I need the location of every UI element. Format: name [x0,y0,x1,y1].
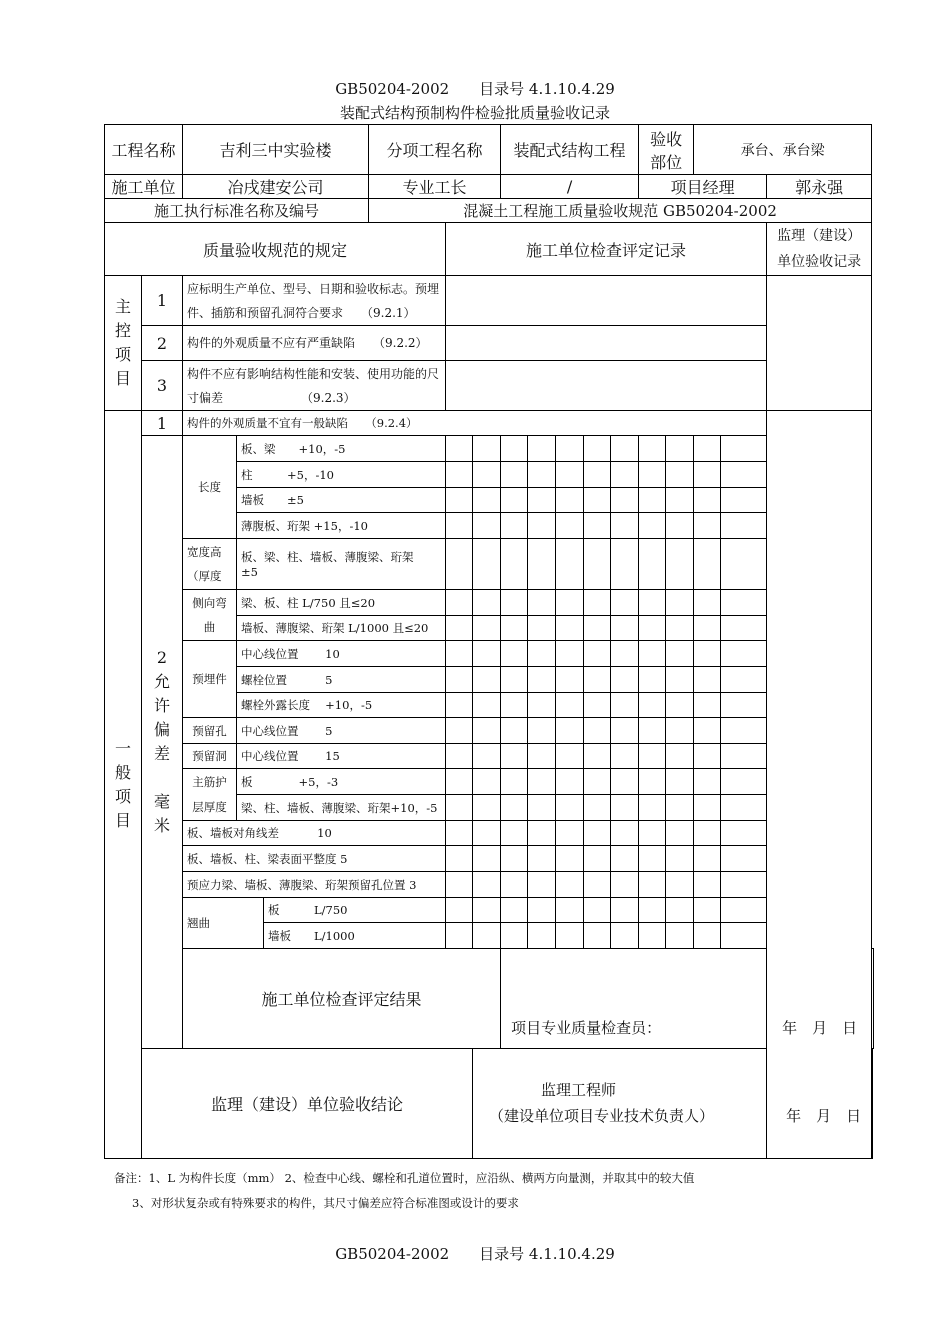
subproject-label: 分项工程名称 [369,125,501,175]
grid-cell[interactable] [694,641,721,667]
grid-cell[interactable] [556,744,584,769]
grid-cell[interactable] [584,769,611,795]
grid-cell[interactable] [721,590,767,616]
opening-label: 预留洞 [183,744,237,769]
grid-cell[interactable] [611,641,639,667]
grid-cell[interactable] [446,872,473,898]
grid-cell[interactable] [501,821,528,846]
grid-cell[interactable] [473,513,501,539]
grid-cell[interactable] [473,488,501,513]
result-label: 施工单位检查评定结果 [183,949,501,1049]
grid-cell[interactable] [611,693,639,718]
grid-cell[interactable] [446,462,473,488]
grid-cell[interactable] [721,795,767,821]
grid-cell[interactable] [501,667,528,693]
embed-row: 螺栓外露长度 +10，-5 [237,693,446,718]
grid-cell[interactable] [611,590,639,616]
mc-check-cell[interactable] [446,361,767,411]
grid-cell[interactable] [639,436,666,462]
grid-cell[interactable] [556,513,584,539]
general-label [105,411,142,1159]
grid-cell[interactable] [528,923,556,949]
grid-cell[interactable] [584,539,611,590]
grid-cell[interactable] [556,846,584,872]
grid-cell[interactable] [501,898,528,923]
grid-cell[interactable] [501,769,528,795]
conclusion-sign-area[interactable] [473,1049,873,1159]
embed-row: 中心线位置 10 [237,641,446,667]
prestress-row: 预应力梁、墙板、薄腹梁、珩架预留孔位置 3 [183,872,446,898]
grid-cell[interactable] [666,795,694,821]
manager-value: 郭永强 [767,175,872,199]
grid-cell[interactable] [721,616,767,641]
grid-cell[interactable] [639,513,666,539]
grid-cell[interactable] [446,744,473,769]
main-control-label [105,276,142,411]
grid-cell[interactable] [501,590,528,616]
grid-cell[interactable] [473,616,501,641]
grid-cell[interactable] [666,616,694,641]
grid-cell[interactable] [528,795,556,821]
grid-cell[interactable] [694,821,721,846]
grid-cell[interactable] [556,898,584,923]
grid-cell[interactable] [611,718,639,744]
grid-cell[interactable] [446,539,473,590]
grid-cell[interactable] [556,488,584,513]
grid-cell[interactable] [501,462,528,488]
grid-cell[interactable] [721,462,767,488]
opening-row: 中心线位置 15 [237,744,446,769]
grid-cell[interactable] [639,898,666,923]
grid-cell[interactable] [611,898,639,923]
grid-cell[interactable] [721,846,767,872]
grid-cell[interactable] [473,436,501,462]
grid-cell[interactable] [528,641,556,667]
grid-cell[interactable] [666,488,694,513]
grid-cell[interactable] [584,641,611,667]
grid-cell[interactable] [556,590,584,616]
grid-cell[interactable] [473,667,501,693]
grid-cell[interactable] [446,616,473,641]
grid-cell[interactable] [584,795,611,821]
grid-cell[interactable] [584,616,611,641]
grid-cell[interactable] [584,590,611,616]
grid-cell[interactable] [528,846,556,872]
grid-cell[interactable] [584,898,611,923]
grid-cell[interactable] [501,539,528,590]
gen-item1-no: 1 [142,411,183,436]
mc-item-text: 应标明生产单位、型号、日期和验收标志。预埋件、插筋和预留孔洞符合要求 （9.2.1） [183,276,446,326]
grid-cell[interactable] [721,513,767,539]
result-sign-area[interactable] [501,949,874,1049]
grid-cell[interactable] [584,667,611,693]
grid-cell[interactable] [446,513,473,539]
hole-row: 中心线位置 5 [237,718,446,744]
grid-cell[interactable] [611,616,639,641]
grid-cell[interactable] [694,616,721,641]
grid-cell[interactable] [446,641,473,667]
grid-cell[interactable] [501,718,528,744]
grid-cell[interactable] [528,513,556,539]
grid-cell[interactable] [694,693,721,718]
grid-cell[interactable] [501,436,528,462]
grid-cell[interactable] [556,718,584,744]
part-label: 验收部位 [639,125,694,175]
col-check-header: 施工单位检查评定记录 [446,223,767,276]
length-row: 墙板 ±5 [237,488,446,513]
grid-cell[interactable] [666,872,694,898]
grid-cell[interactable] [528,718,556,744]
mc-item-text: 构件的外观质量不应有严重缺陷 （9.2.2） [183,326,446,361]
grid-cell[interactable] [639,667,666,693]
note-line-1: 备注：1、L 为构件长度（mm） 2、检查中心线、螺栓和孔道位置时，应沿纵、横两方向量测，并取其中的较大值 [114,1171,695,1185]
grid-cell[interactable] [501,744,528,769]
project-value: 吉利三中实验楼 [183,125,369,175]
length-row: 薄腹板、珩架 +15，-10 [237,513,446,539]
grid-cell[interactable] [639,616,666,641]
grid-cell[interactable] [694,795,721,821]
grid-cell[interactable] [611,821,639,846]
mc-check-cell[interactable] [446,326,767,361]
grid-cell[interactable] [666,462,694,488]
grid-cell[interactable] [639,846,666,872]
grid-cell[interactable] [556,616,584,641]
page-title: 装配式结构预制构件检验批质量验收记录 [339,104,610,122]
grid-cell[interactable] [666,846,694,872]
length-label: 长度 [183,436,237,539]
grid-cell[interactable] [528,744,556,769]
grid-cell[interactable] [556,769,584,795]
cover-row: 梁、柱、墙板、薄腹梁、珩架+10，-5 [237,795,446,821]
width-label: 宽度高（厚度 [183,539,237,590]
grid-cell[interactable] [528,616,556,641]
grid-cell[interactable] [721,693,767,718]
grid-cell[interactable] [501,616,528,641]
manager-label: 项目经理 [639,175,767,199]
grid-cell[interactable] [446,923,473,949]
grid-cell[interactable] [584,872,611,898]
grid-cell[interactable] [721,923,767,949]
grid-cell[interactable] [639,693,666,718]
grid-cell[interactable] [611,667,639,693]
bend-row: 梁、板、柱 L/750 且≤20 [237,590,446,616]
grid-cell[interactable] [694,846,721,872]
grid-cell[interactable] [473,462,501,488]
embed-label: 预埋件 [183,641,237,718]
grid-cell[interactable] [666,513,694,539]
grid-cell[interactable] [473,693,501,718]
grid-cell[interactable] [666,769,694,795]
inspection-table [104,124,874,1159]
header-code: GB50204-2002 目录号 4.1.10.4.29 [335,80,615,98]
grid-cell[interactable] [473,872,501,898]
grid-cell[interactable] [501,923,528,949]
grid-cell[interactable] [666,744,694,769]
grid-cell[interactable] [694,436,721,462]
mc-supervision-cell[interactable] [767,276,872,411]
col-spec-header: 质量验收规范的规定 [105,223,446,276]
grid-cell[interactable] [473,769,501,795]
grid-cell[interactable] [584,488,611,513]
part-value: 承台、承台梁 [694,125,872,175]
grid-cell[interactable] [584,821,611,846]
foreman-label: 专业工长 [369,175,501,199]
mc-item-no: 3 [142,361,183,411]
grid-cell[interactable] [666,539,694,590]
grid-cell[interactable] [639,795,666,821]
grid-cell[interactable] [721,641,767,667]
grid-cell[interactable] [639,923,666,949]
warp-label: 翘曲 [183,898,264,949]
foreman-value: / [501,175,639,199]
grid-cell[interactable] [694,513,721,539]
grid-cell[interactable] [666,667,694,693]
grid-cell[interactable] [473,641,501,667]
grid-cell[interactable] [611,795,639,821]
grid-cell[interactable] [694,667,721,693]
grid-cell[interactable] [446,488,473,513]
gen-item2-label [142,436,183,1049]
grid-cell[interactable] [446,769,473,795]
grid-cell[interactable] [611,923,639,949]
grid-cell[interactable] [446,718,473,744]
grid-cell[interactable] [721,872,767,898]
grid-cell[interactable] [528,462,556,488]
result-date: 年 月 日 [782,1019,858,1037]
grid-cell[interactable] [528,590,556,616]
grid-cell[interactable] [473,923,501,949]
grid-cell[interactable] [473,898,501,923]
gen-item2-unit: 毫米 [154,792,171,835]
grid-cell[interactable] [501,513,528,539]
length-row: 柱 +5，-10 [237,462,446,488]
grid-cell[interactable] [446,693,473,718]
grid-cell[interactable] [501,693,528,718]
grid-cell[interactable] [473,795,501,821]
warp-row: 板 L/750 [264,898,446,923]
grid-cell[interactable] [639,462,666,488]
mc-item-no: 2 [142,326,183,361]
grid-cell[interactable] [694,744,721,769]
grid-cell[interactable] [584,693,611,718]
flat-row: 板、墙板、柱、梁表面平整度 5 [183,846,446,872]
grid-cell[interactable] [528,898,556,923]
standard-value: 混凝土工程施工质量验收规范 GB50204-2002 [369,199,872,223]
grid-cell[interactable] [584,744,611,769]
grid-cell[interactable] [446,846,473,872]
grid-cell[interactable] [694,769,721,795]
grid-cell[interactable] [528,539,556,590]
bend-row: 墙板、薄腹梁、珩架 L/1000 且≤20 [237,616,446,641]
mc-item-no: 1 [142,276,183,326]
grid-cell[interactable] [556,667,584,693]
grid-cell[interactable] [556,821,584,846]
grid-cell[interactable] [611,846,639,872]
grid-cell[interactable] [556,872,584,898]
grid-cell[interactable] [528,693,556,718]
grid-cell[interactable] [721,718,767,744]
grid-cell[interactable] [721,667,767,693]
grid-cell[interactable] [721,898,767,923]
main-control-text: 主控项目 [115,297,132,388]
grid-cell[interactable] [721,539,767,590]
project-label: 工程名称 [105,125,183,175]
note-line-2: 3、对形状复杂或有特殊要求的构件，其尺寸偏差应符合标准图或设计的要求 [132,1196,519,1210]
mc-item-text: 构件不应有影响结构性能和安装、使用功能的尺寸偏差 （9.2.3） [183,361,446,411]
grid-cell[interactable] [639,488,666,513]
grid-cell[interactable] [666,821,694,846]
grid-cell[interactable] [694,923,721,949]
grid-cell[interactable] [611,462,639,488]
grid-cell[interactable] [666,923,694,949]
grid-cell[interactable] [721,744,767,769]
grid-cell[interactable] [721,488,767,513]
embed-row: 螺栓位置 5 [237,667,446,693]
grid-cell[interactable] [694,872,721,898]
col-supervision-header: 监理（建设）单位验收记录 [767,223,872,276]
width-row: 板、梁、柱、墙板、薄腹梁、珩架 ±5 [237,539,446,590]
grid-cell[interactable] [694,488,721,513]
unit-value: 冶戌建安公司 [183,175,369,199]
grid-cell[interactable] [666,436,694,462]
grid-cell[interactable] [611,539,639,590]
grid-cell[interactable] [666,718,694,744]
grid-cell[interactable] [556,641,584,667]
general-text: 一般项目 [115,738,132,830]
engineer-label: 监理工程师 [541,1081,617,1099]
gen-item1-text: 构件的外观质量不宜有一般缺陷 （9.2.4） [183,411,767,436]
grid-cell[interactable] [639,539,666,590]
mc-check-cell[interactable] [446,276,767,326]
grid-cell[interactable] [473,590,501,616]
grid-cell[interactable] [584,513,611,539]
conclusion-date: 年 月 日 [786,1107,862,1125]
grid-cell[interactable] [694,590,721,616]
grid-cell[interactable] [611,436,639,462]
bend-label: 侧向弯曲 [183,590,237,641]
grid-cell[interactable] [639,641,666,667]
diag-row: 板、墙板对角线差 10 [183,821,446,846]
grid-cell[interactable] [446,590,473,616]
grid-cell[interactable] [611,488,639,513]
grid-cell[interactable] [694,462,721,488]
grid-cell[interactable] [611,513,639,539]
cover-label: 主筋护层厚度 [183,769,237,821]
grid-cell[interactable] [446,436,473,462]
grid-cell[interactable] [639,744,666,769]
grid-cell[interactable] [639,590,666,616]
length-row: 板、梁 +10，-5 [237,436,446,462]
grid-cell[interactable] [446,795,473,821]
grid-cell[interactable] [556,923,584,949]
grid-cell[interactable] [584,923,611,949]
grid-cell[interactable] [721,436,767,462]
grid-cell[interactable] [501,872,528,898]
grid-cell[interactable] [446,821,473,846]
grid-cell[interactable] [473,744,501,769]
grid-cell[interactable] [528,667,556,693]
grid-cell[interactable] [556,462,584,488]
grid-cell[interactable] [556,539,584,590]
hole-label: 预留孔 [183,718,237,744]
grid-cell[interactable] [473,821,501,846]
standard-label: 施工执行标准名称及编号 [105,199,369,223]
grid-cell[interactable] [584,462,611,488]
grid-cell[interactable] [528,769,556,795]
gen-item2-text: 2允许偏差 [154,648,171,763]
grid-cell[interactable] [721,769,767,795]
grid-cell[interactable] [528,872,556,898]
grid-cell[interactable] [584,718,611,744]
grid-cell[interactable] [556,795,584,821]
grid-cell[interactable] [501,846,528,872]
grid-cell[interactable] [473,539,501,590]
grid-cell[interactable] [473,846,501,872]
subproject-value: 装配式结构工程 [501,125,639,175]
grid-cell[interactable] [584,436,611,462]
cover-row: 板 +5，-3 [237,769,446,795]
grid-cell[interactable] [528,436,556,462]
grid-cell[interactable] [556,436,584,462]
grid-cell[interactable] [528,821,556,846]
grid-cell[interactable] [611,744,639,769]
footer-code: GB50204-2002 目录号 4.1.10.4.29 [335,1245,615,1263]
grid-cell[interactable] [584,846,611,872]
grid-cell[interactable] [446,667,473,693]
grid-cell[interactable] [556,693,584,718]
warp-row: 墙板 L/1000 [264,923,446,949]
grid-cell[interactable] [639,821,666,846]
conclusion-label: 监理（建设）单位验收结论 [142,1049,473,1159]
grid-cell[interactable] [666,693,694,718]
unit-label: 施工单位 [105,175,183,199]
grid-cell[interactable] [639,718,666,744]
grid-cell[interactable] [694,718,721,744]
grid-cell[interactable] [694,539,721,590]
grid-cell[interactable] [721,821,767,846]
grid-cell[interactable] [446,898,473,923]
grid-cell[interactable] [666,898,694,923]
inspector-label: 项目专业质量检查员： [511,1019,662,1037]
grid-cell[interactable] [611,872,639,898]
grid-cell[interactable] [501,795,528,821]
grid-cell[interactable] [694,898,721,923]
grid-cell[interactable] [639,872,666,898]
grid-cell[interactable] [501,641,528,667]
grid-cell[interactable] [528,488,556,513]
grid-cell[interactable] [501,488,528,513]
grid-cell[interactable] [473,718,501,744]
grid-cell[interactable] [666,590,694,616]
grid-cell[interactable] [611,769,639,795]
grid-cell[interactable] [666,641,694,667]
grid-cell[interactable] [639,769,666,795]
tech-label: （建设单位项目专业技术负责人） [489,1107,715,1125]
